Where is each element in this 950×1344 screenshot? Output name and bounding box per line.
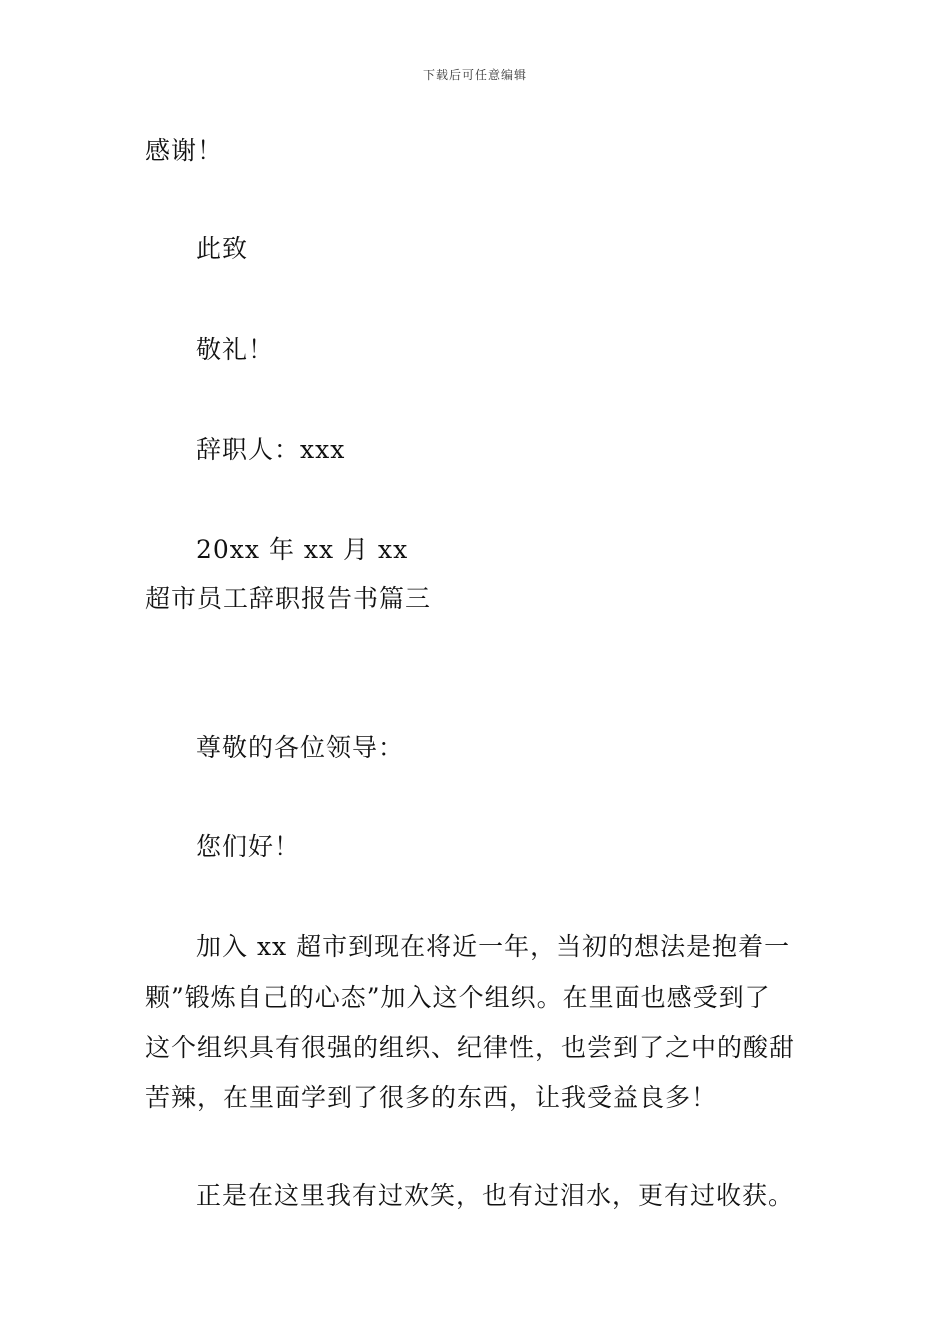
paragraph-line: 正是在这里我有过欢笑，也有过泪水，更有过收获。 xyxy=(196,1181,795,1210)
paragraph-line: 这个组织具有很强的组织、纪律性，也尝到了之中的酸甜 xyxy=(145,1033,796,1062)
thanks-line: 感谢！ xyxy=(145,136,224,165)
section-title: 超市员工辞职报告书篇三 xyxy=(145,584,432,613)
date-line: 20xx 年 xx 月 xx xyxy=(196,535,409,564)
greeting: 您们好！ xyxy=(196,832,301,861)
page-header: 下载后可任意编辑 xyxy=(422,68,527,82)
paragraph-line: 苦辣，在里面学到了很多的东西，让我受益良多！ xyxy=(145,1083,718,1112)
paragraph-line: 颗”锻炼自己的心态”加入这个组织。在里面也感受到了 xyxy=(145,983,771,1012)
closing-line-2: 敬礼！ xyxy=(196,335,275,364)
salutation: 尊敬的各位领导： xyxy=(196,733,405,762)
signer-line: 辞职人：xxx xyxy=(196,435,346,464)
closing-line-1: 此致 xyxy=(196,234,249,263)
paragraph-line: 加入 xx 超市到现在将近一年，当初的想法是抱着一 xyxy=(196,932,791,961)
